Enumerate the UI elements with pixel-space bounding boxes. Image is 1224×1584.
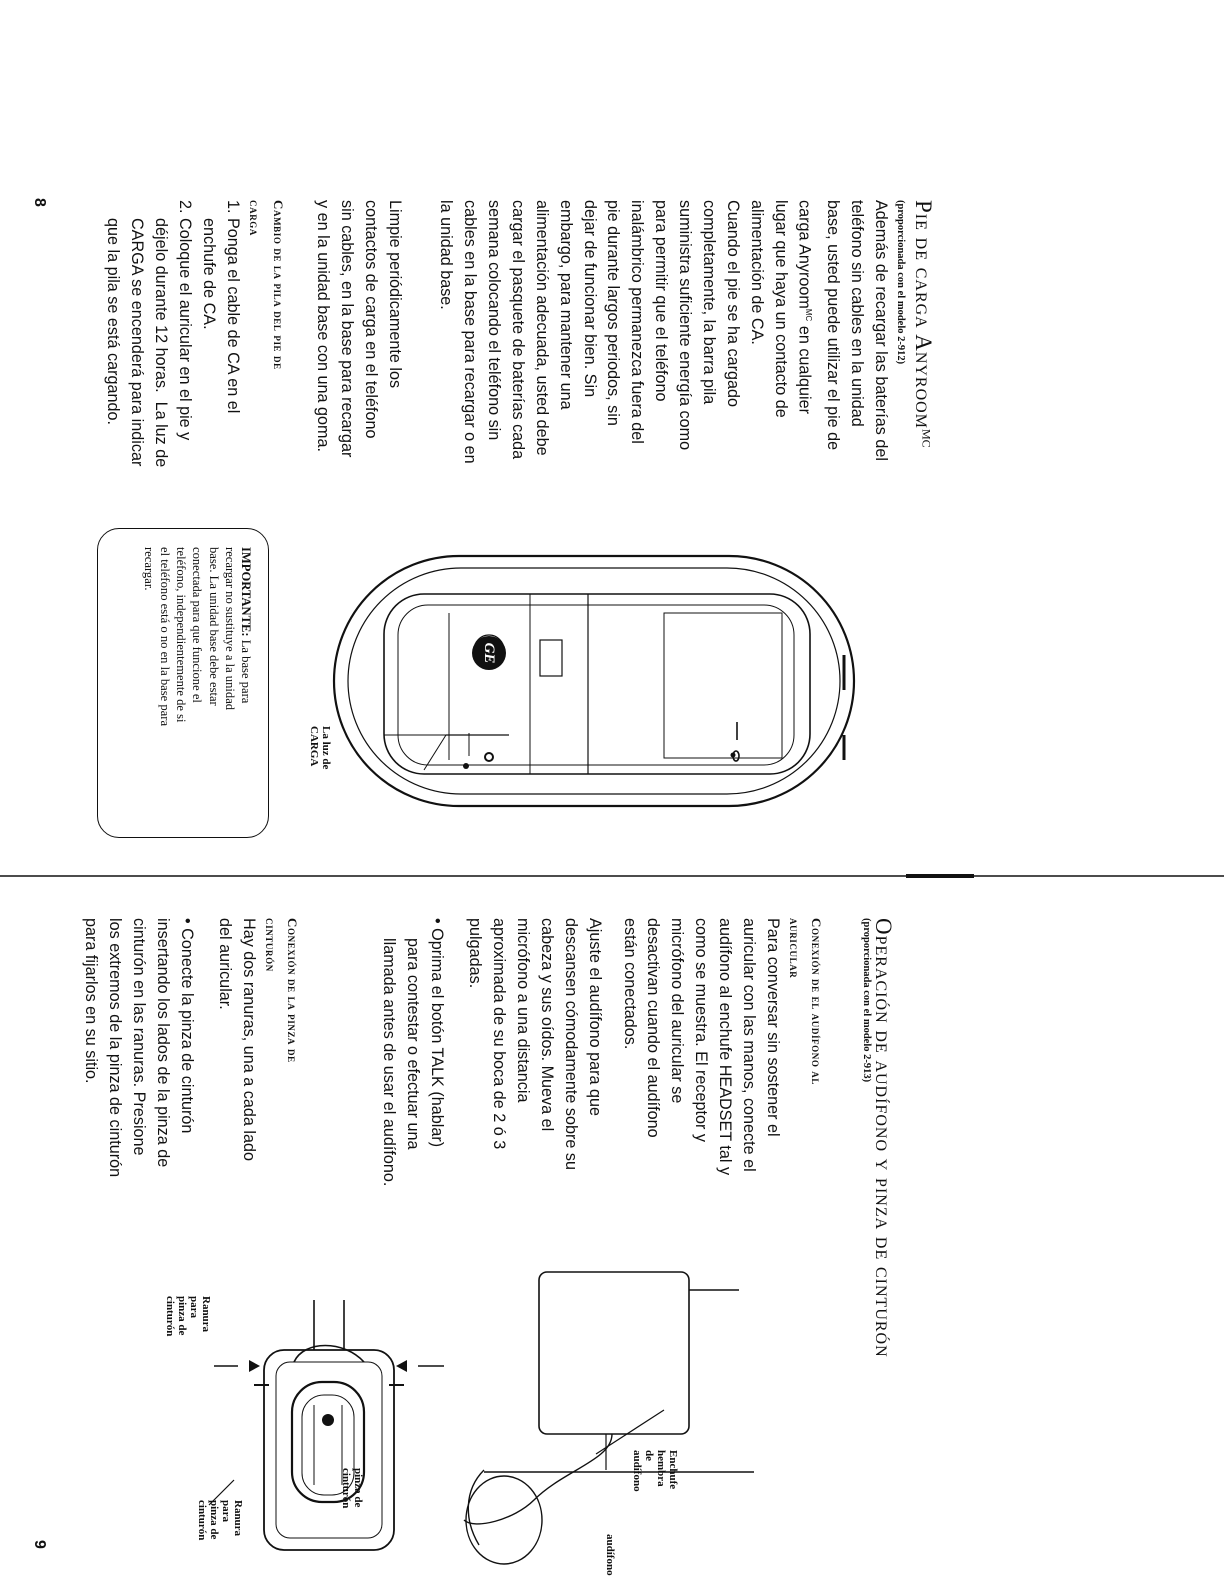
- text-line: micrófono del auricular se: [668, 918, 687, 1104]
- text-line: pie durante largos periodos, sin: [604, 200, 623, 426]
- page-number-left: 8: [31, 198, 48, 207]
- text-line: descansen cómodamente sobre su: [562, 918, 581, 1170]
- bullet-line: llamada antes de usar el audífono.: [380, 938, 399, 1187]
- label-line: de: [643, 1450, 655, 1461]
- belt-clip-label: [340, 1468, 364, 1508]
- text-line: embargo, para mantener una: [556, 200, 575, 410]
- label-line: cinturón: [164, 1296, 176, 1337]
- text-line: dejar de funcionar bien. Sin: [580, 200, 599, 398]
- step-line: que la pila se está cargando.: [104, 200, 123, 425]
- text-line: micrófono a una distancia: [514, 918, 533, 1103]
- text-line: Hay dos ranuras, una a cada lado: [240, 918, 258, 1161]
- left-title-text: Pie de carga Anyroom: [911, 200, 936, 429]
- bullet-line: insertando los lados de la pinza de: [154, 918, 173, 1168]
- important-line: el teléfono está o no en la base para: [157, 547, 172, 727]
- bullet-line: • Oprima el botón TALK (hablar): [428, 918, 446, 1148]
- label-line: CARGA: [308, 726, 320, 767]
- label-line: audífono: [631, 1450, 643, 1492]
- text-line: pulgadas.: [466, 918, 485, 989]
- step-line: CARGA se encenderá para indicar: [128, 200, 147, 467]
- text-line: teléfono sin cables en la unidad: [848, 200, 867, 427]
- bullet-line: • Conecte la pinza de cinturón: [178, 918, 196, 1134]
- text-line: audífono al enchufe HEADSET tal y: [716, 918, 735, 1176]
- text-line: suministra suficiente energía como: [676, 200, 695, 451]
- text-line: cables en la base para recargar o en: [461, 200, 480, 464]
- slot-label-top: [164, 1296, 212, 1336]
- text-line: cargar el pasquete de baterías cada: [508, 200, 527, 460]
- text-line: del auricular.: [216, 918, 235, 1010]
- bullet-line: para contestar o efectuar una: [404, 938, 423, 1150]
- label-line: para: [188, 1296, 200, 1318]
- bullet-line: los extremos de la pinza de cinturón: [106, 918, 125, 1178]
- text-line: Además de recargar las baterías del: [872, 200, 890, 461]
- step-line: enchufe de CA.: [200, 200, 219, 330]
- text-line: base, usted puede utilizar el pie de: [824, 200, 843, 451]
- text-line: y en la unidad base con una goma.: [314, 200, 333, 452]
- label-line: Ranura: [200, 1296, 212, 1333]
- text-line: semana colocando el teléfono sin: [484, 200, 503, 441]
- important-line: recargar.: [141, 547, 156, 591]
- text-line: Para conversar sin sostener el: [764, 918, 782, 1137]
- right-subhead-2-line1: Conexión de la pinza de: [285, 918, 300, 1063]
- important-line: recargar no sustituye a la unidad: [222, 547, 237, 711]
- left-subhead-line2: carga: [247, 200, 262, 236]
- step-line: 1. Ponga el cable de CA en el: [224, 200, 242, 414]
- ge-logo: GE: [472, 636, 506, 670]
- text-line: auricular con las manos, conecte el: [740, 918, 759, 1172]
- text-line: alimentación de CA.: [748, 200, 767, 345]
- text-line: Limpie periódicamente los: [386, 200, 404, 389]
- label-line: La luz de: [320, 726, 332, 770]
- important-text: La base para: [239, 636, 253, 704]
- important-label: IMPORTANTE:: [239, 547, 253, 637]
- important-line: conectada para que funcione el: [190, 547, 205, 703]
- bullet-line: para fijarlos en su sitio.: [82, 918, 101, 1084]
- text-line: desactivan cuando el audífono: [644, 918, 663, 1138]
- label-line: pinza de: [352, 1468, 364, 1508]
- label-line: cinturón: [340, 1468, 352, 1509]
- left-subtitle: (proporcionada con el modelo 2-912): [895, 200, 906, 365]
- text-line: están conectados.: [620, 918, 639, 1050]
- right-subhead-2-line2: cinturón: [263, 918, 278, 972]
- text-line: para permitir que el teléfono: [652, 200, 671, 402]
- label-line: Enchufe: [667, 1450, 679, 1490]
- text-line: inalámbrico permanezca fuera del: [628, 200, 647, 444]
- text-line: la unidad base.: [437, 200, 456, 310]
- label-line: pinza de: [176, 1296, 188, 1336]
- trademark: MC: [804, 308, 814, 322]
- text-line: Ajuste el audífono para que: [586, 918, 604, 1116]
- text-line: sin cables, en la base para recargar: [338, 200, 357, 458]
- left-subhead-line1: Cambio de la pila del pie de: [271, 200, 286, 370]
- slot-label-bottom: [196, 1500, 244, 1540]
- text-span: carga Anyroom: [795, 200, 814, 309]
- label-line: Ranura: [232, 1500, 244, 1537]
- text-line: contactos de carga en el teléfono: [362, 200, 381, 439]
- text-line: completamente, la barra pila: [700, 200, 719, 405]
- headset-label: audífono: [604, 1534, 616, 1576]
- step-line: 2. Coloque el auricular en el pie y: [176, 200, 195, 441]
- right-subhead-1-line1: Conexión de el audífono al: [809, 918, 824, 1086]
- bullet-line: cinturón en las ranuras. Presione: [130, 918, 149, 1156]
- label-line: hembra: [655, 1450, 667, 1487]
- text-line: como se muestra. El receptor y: [692, 918, 711, 1143]
- step-line: déjelo durante 12 horas. La luz de: [152, 200, 171, 468]
- text-line: lugar que haya un contacto de: [771, 200, 790, 418]
- page-number-right: 9: [31, 1540, 48, 1549]
- important-line: teléfono, independientemente de si: [174, 547, 189, 723]
- label-line: cinturón: [196, 1500, 208, 1541]
- text-span: en cualquier: [795, 321, 814, 415]
- label-line: para: [220, 1500, 232, 1522]
- right-title: Operación de audífono y pinza de cinturón: [871, 918, 896, 1358]
- text-line: alimentación adecuada, usted debe: [532, 200, 551, 456]
- text-line: cabeza y sus oídos. Mueva el: [538, 918, 557, 1132]
- left-title-mark: MC: [919, 428, 934, 448]
- right-subhead-1-line2: auricular: [787, 918, 802, 979]
- text-line: aproximada de su boca de 2 ó 3: [490, 918, 509, 1150]
- text-line: Cuando el pie se ha cargado: [724, 200, 742, 407]
- label-line: pinza de: [208, 1500, 220, 1540]
- right-subtitle: (proporcionada con el modelo 2-913): [861, 918, 872, 1083]
- important-line: base. La unidad base debe estar: [206, 547, 221, 706]
